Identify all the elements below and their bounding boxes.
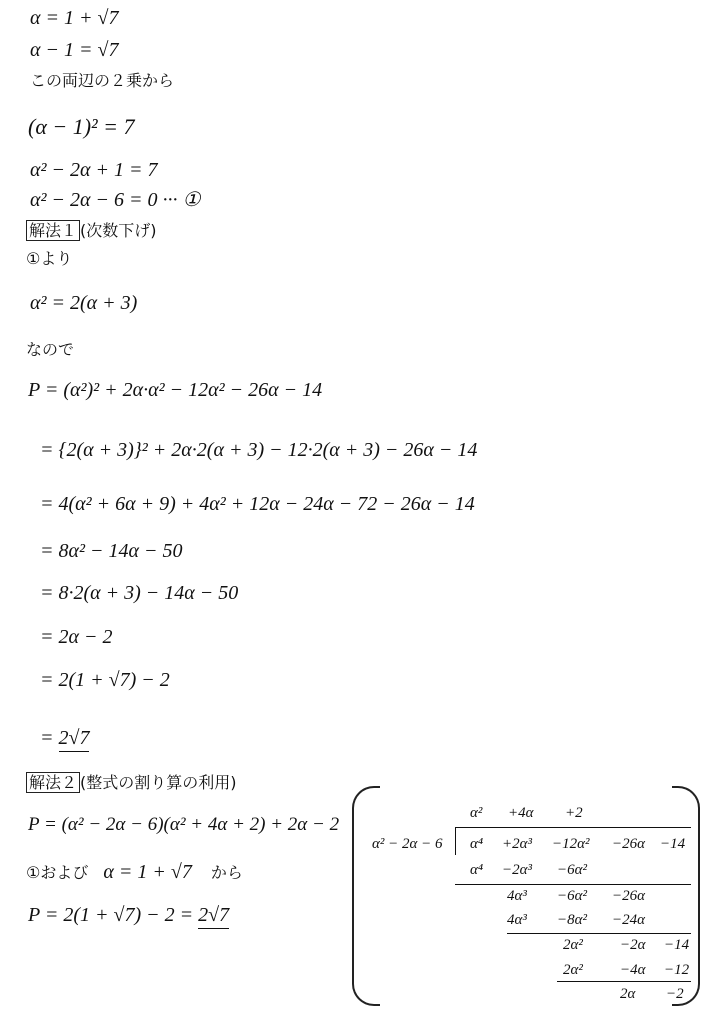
row2-term-3: −26α (612, 888, 645, 904)
row3-term-2: −8α² (557, 912, 587, 928)
method2-condition (26, 862, 243, 882)
method2-header (26, 772, 237, 792)
method2-label: 解法２ (26, 772, 80, 793)
row2-term-1: 4α³ (507, 888, 527, 904)
row1-term-1: α⁴ (470, 862, 484, 878)
method2-final-lhs: P = 2(1 + √7) − 2 = (28, 904, 199, 926)
left-paren (352, 786, 380, 1006)
remainder-term-1: 2α (620, 986, 636, 1002)
row5-term-2: −4α (620, 962, 646, 978)
intro-line-1: α = 1 + √7 (30, 7, 119, 29)
row1-term-3: −6α² (557, 862, 587, 878)
rule-3 (557, 981, 691, 982)
method1-title: (次数下げ) (80, 221, 157, 240)
method2-title: (整式の割り算の利用) (80, 773, 237, 792)
method1-step-6: = 2α − 2 (40, 626, 113, 648)
quotient-term-2: +4α (508, 805, 534, 821)
remainder-term-2: −2 (666, 986, 684, 1002)
division-bracket (455, 827, 456, 855)
division-top-rule (455, 827, 691, 828)
method1-from: ①より (26, 249, 73, 268)
method1-eq1: α² = 2(α + 3) (30, 292, 138, 314)
method1-nanode: なので (26, 340, 75, 359)
dividend-term-4: −26α (612, 836, 645, 852)
method2-eq1: P = (α² − 2α − 6)(α² + 4α + 2) + 2α − 2 (28, 814, 340, 835)
quotient-term-3: +2 (565, 805, 583, 821)
method1-step-3: = 4(α² + 6α + 9) + 4α² + 12α − 24α − 72 − 26α − 14 (40, 493, 475, 515)
rule-2 (507, 933, 691, 934)
dividend-term-2: +2α³ (502, 836, 532, 852)
method1-answer: 2√7 (59, 727, 90, 752)
row4-term-3: −14 (664, 937, 690, 953)
method2-final (28, 905, 229, 925)
intro-line-5: α² − 2α + 1 = 7 (30, 159, 158, 181)
method1-header (26, 220, 157, 240)
dividend-term-3: −12α² (552, 836, 590, 852)
row1-term-2: −2α³ (502, 862, 532, 878)
method1-final-eq: = (40, 727, 59, 749)
dividend-term-1: α⁴ (470, 836, 484, 852)
method1-step-1: P = (α²)² + 2α·α² − 12α² − 26α − 14 (28, 379, 323, 401)
row5-term-3: −12 (664, 962, 690, 978)
method2-cond-kara: から (210, 863, 243, 882)
dividend-term-5: −14 (660, 836, 686, 852)
divisor: α² − 2α − 6 (372, 836, 443, 852)
intro-line-6: α² − 2α − 6 = 0 ··· ① (30, 189, 201, 211)
row4-term-1: 2α² (563, 937, 583, 953)
row2-term-2: −6α² (557, 888, 587, 904)
row4-term-2: −2α (620, 937, 646, 953)
row3-term-1: 4α³ (507, 912, 527, 928)
method1-label: 解法１ (26, 220, 80, 241)
method2-cond-eq: α = 1 + √7 (103, 861, 192, 883)
method1-step-7: = 2(1 + √7) − 2 (40, 669, 170, 691)
intro-line-4: (α − 1)² = 7 (28, 114, 135, 139)
row3-term-3: −24α (612, 912, 645, 928)
intro-line-3: この両辺の２乗から (30, 71, 175, 90)
row5-term-1: 2α² (563, 962, 583, 978)
method1-final (40, 728, 89, 748)
method2-answer: 2√7 (198, 904, 229, 929)
rule-1 (455, 884, 691, 885)
method1-step-2: = {2(α + 3)}² + 2α·2(α + 3) − 12·2(α + 3) − 26α − 14 (40, 439, 478, 461)
method1-step-4: = 8α² − 14α − 50 (40, 540, 183, 562)
method1-step-5: = 8·2(α + 3) − 14α − 50 (40, 582, 239, 604)
quotient-term-1: α² (470, 805, 483, 821)
method2-cond-text: ①および (26, 863, 89, 882)
intro-line-2: α − 1 = √7 (30, 39, 119, 61)
